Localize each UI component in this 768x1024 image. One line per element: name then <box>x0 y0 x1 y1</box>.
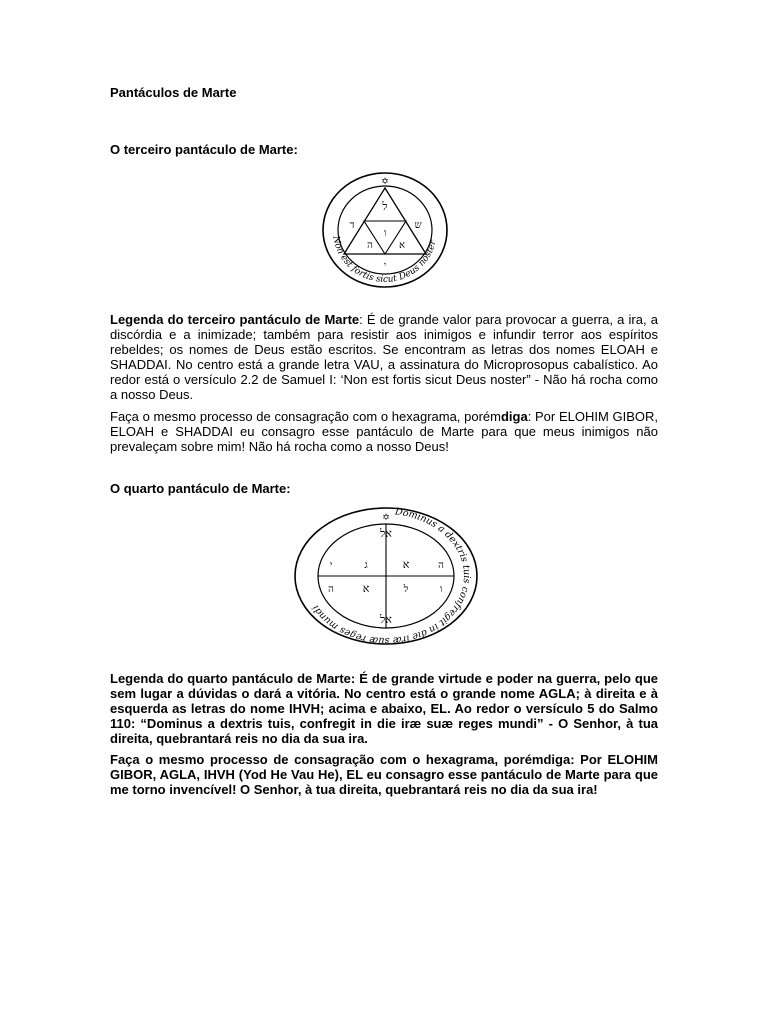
consecration-prefix: Faça o mesmo processo de consagração com o hexagrama, porém <box>110 409 501 424</box>
consecration-bold-word: diga <box>500 409 528 424</box>
seal-letters-top: אל <box>380 527 392 540</box>
seal-ring-text: Dominus a dextris tuis confregit in die iræ suæ reges mundi <box>310 506 473 646</box>
document-title: Pantáculos de Marte <box>110 85 237 100</box>
seal-letter: י <box>383 261 387 271</box>
consecration-rest: : Por ELOHIM GIBOR, ELOAH e SHADDAI eu consagro esse pantáculo de Marte para que meus inimigos não prevaleçam sobre mim! Não há rocha como a nosso Deus! <box>110 409 658 454</box>
third-pentacle-heading: O terceiro pantáculo de Marte: <box>110 142 298 157</box>
fourth-pentacle-consecration: Faça o mesmo processo de consagração com o hexagrama, porémdiga: Por ELOHIM GIBOR, AGLA, IHVH (Yod He Vau He), EL eu consagro esse pantáculo de Marte para que me torno invencível! O Senhor, à tua direita, quebrantará reis no dia da sua ira! <box>110 752 658 797</box>
seal-star-icon: ✡ <box>381 177 389 187</box>
seal-letter: א <box>362 582 370 595</box>
third-pentacle-consecration <box>110 409 658 454</box>
seal-letter: ה <box>328 584 334 595</box>
fourth-pentacle-seal <box>291 506 481 646</box>
seal-letter: ו <box>383 228 387 239</box>
third-pentacle-legend <box>110 312 658 402</box>
seal-letter: א <box>398 240 406 251</box>
seal-letter: ה <box>367 240 373 251</box>
seal-letters-bottom: אל <box>380 613 392 626</box>
fourth-pentacle-legend: Legenda do quarto pantáculo de Marte: É de grande virtude e poder na guerra, pelo que sem lugar a dúvidas o dará a vitória. No centro está o grande nome AGLA; à direita e à esquerda as letras do nome IHVH; acima e abaixo, EL. Ao redor o versículo 5 do Salmo 110: “Dominus a dextris tuis, confregit in die iræ suæ reges mundi” - O Senhor, à tua direita, quebrantará reis no dia da sua ira. <box>110 671 658 746</box>
third-legend-label: Legenda do terceiro pantáculo de Marte <box>110 312 360 327</box>
third-legend-text: : É de grande valor para provocar a guerra, a ira, a discórdia e a inimizade; também para resistir aos inimigos e infundir terror aos espíritos rebeldes; os nomes de Deus estão escritos. Se encontram as letras dos nomes ELOAH e SHADDAI. No centro está a grande letra VAU, a assinatura do Microprosopus cabalístico. Ao redor está o versículo 2.2 de Samuel I: ‘Non est fortis sicut Deus noster” - Não há rocha como a nosso Deus. <box>110 312 658 402</box>
seal-letter: ד <box>349 220 355 231</box>
seal-letter: ו <box>439 584 443 595</box>
seal-letter: ל <box>382 200 388 213</box>
third-pentacle-seal <box>318 170 452 290</box>
seal-letter: א <box>402 558 410 571</box>
seal-letter: ה <box>438 560 444 571</box>
seal-letter: ש <box>414 220 422 231</box>
seal-letter: ג <box>364 560 368 571</box>
fourth-pentacle-heading: O quarto pantáculo de Marte: <box>110 481 291 496</box>
seal-ring-text: Non est fortis sicut Deus noster <box>330 235 439 286</box>
seal-letter: י <box>329 560 333 571</box>
seal-letter: ל <box>403 584 409 595</box>
seal-star-icon: ✡ <box>382 513 390 523</box>
